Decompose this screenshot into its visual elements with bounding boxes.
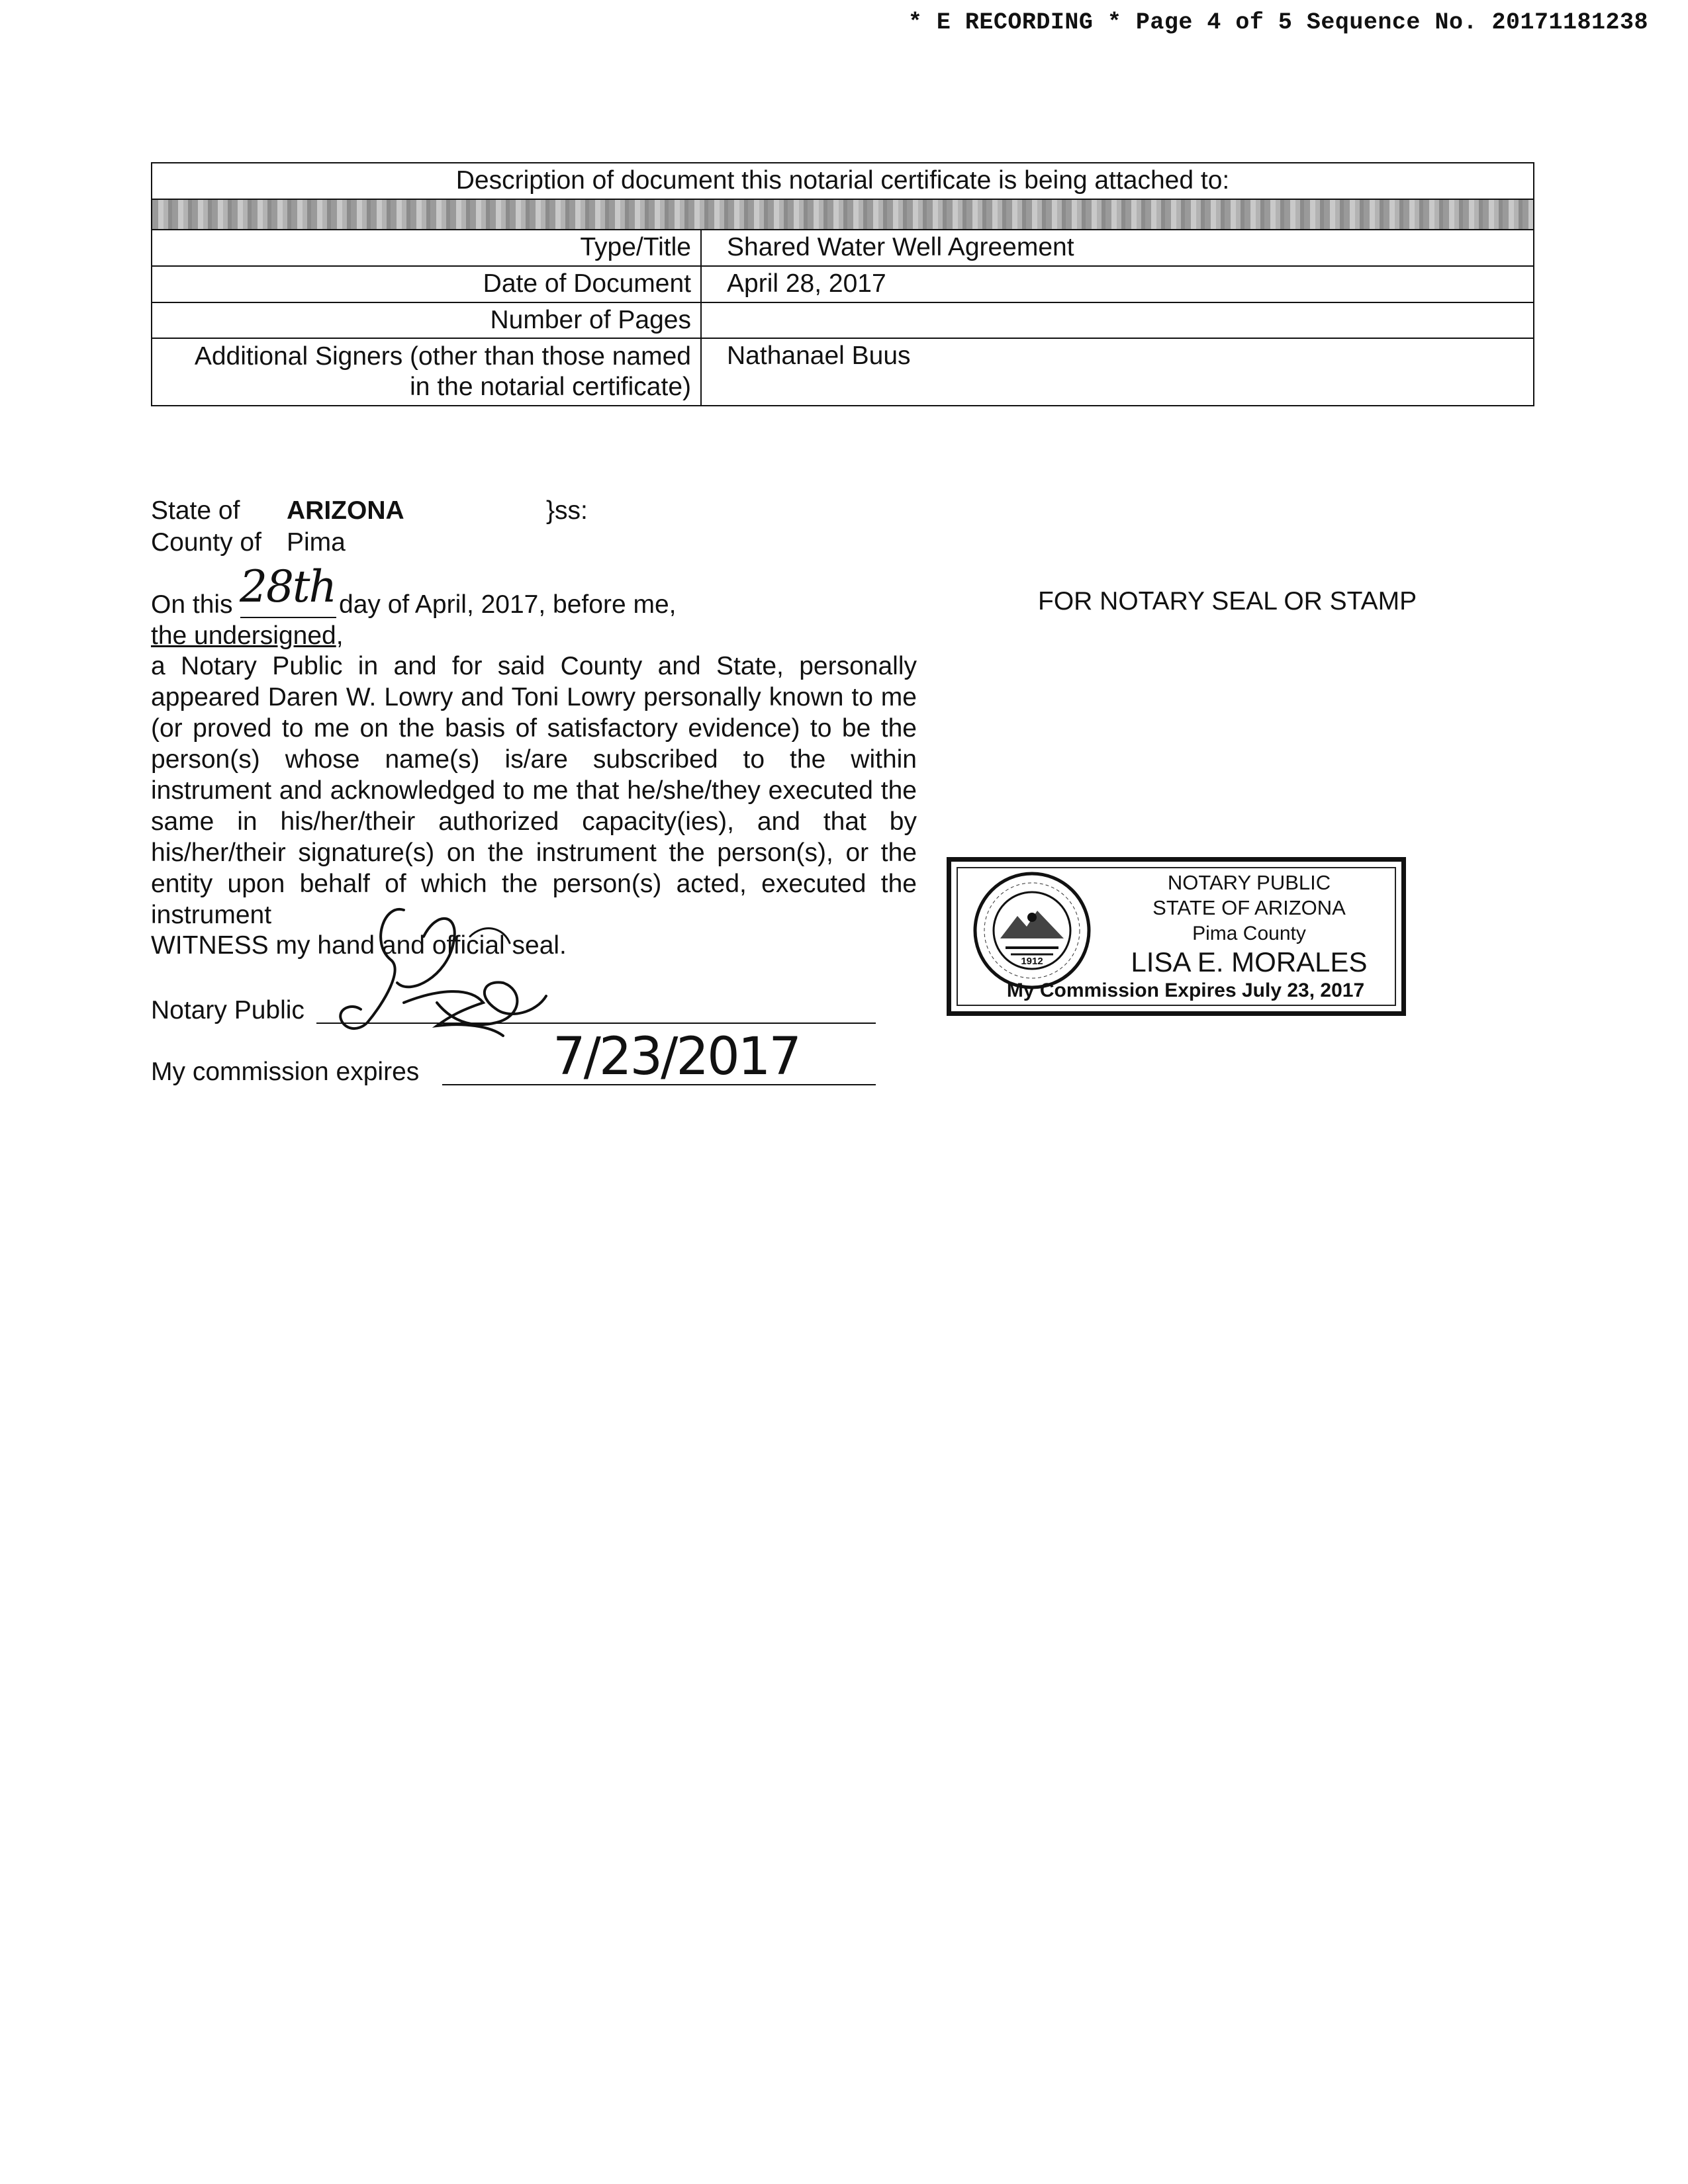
handwritten-commission-date: 7/23/2017 [553, 1027, 800, 1087]
shaded-band [152, 199, 1534, 230]
stamp-line-state: STATE OF ARIZONA [1152, 896, 1346, 919]
certificate-body: a Notary Public in and for said County and State, personally appeared Daren W. Lowry and Toni Lowry personally known to me (or proved to me on the basis of satisfactory evidence) to be the person(s) whose name(s) is/are subscribed to the within instrument and acknowledged to me that he/she/they executed the same in his/her/their authorized capacity(ies), and that by his/her/their signature(s) on the instrument the person(s), or the entity upon behalf of which the person(s) acted, executed the instrument [151, 652, 917, 929]
county-label: County of [151, 528, 261, 557]
stamp-line-expires: My Commission Expires July 23, 2017 [1006, 979, 1365, 1001]
stamp-line-notary-public: NOTARY PUBLIC [1167, 871, 1331, 894]
on-this-label: On this [151, 590, 233, 619]
table-row [152, 266, 1534, 302]
table-row [152, 302, 1534, 339]
handwritten-day: 28th [240, 561, 336, 612]
table-title: Description of document this notarial certificate is being attached to: [152, 163, 1534, 199]
row-value-pages [701, 302, 1534, 339]
county-value: Pima [287, 528, 346, 557]
document-description-table [151, 162, 1534, 406]
row-value-type-title: Shared Water Well Agreement [701, 230, 1534, 266]
state-value: ARIZONA [287, 496, 404, 525]
row-label-date: Date of Document [152, 266, 701, 302]
notary-signature [305, 897, 556, 1049]
seal-year: 1912 [1021, 956, 1043, 967]
stamp-line-name: LISA E. MORALES [1131, 946, 1368, 978]
table-row [152, 230, 1534, 266]
row-value-additional-signers: Nathanael Buus [701, 338, 1534, 406]
row-label-type-title: Type/Title [152, 230, 701, 266]
signature-scribble [305, 897, 556, 1049]
stamp-line-county: Pima County [1192, 923, 1306, 944]
seal-caption: FOR NOTARY SEAL OR STAMP [1038, 587, 1417, 615]
state-label: State of [151, 496, 240, 525]
notary-public-label: Notary Public [151, 996, 305, 1024]
row-value-date: April 28, 2017 [701, 266, 1534, 302]
notary-stamp [947, 857, 1406, 1016]
undersigned-text: the undersigned [151, 621, 336, 650]
ss-mark: }ss: [546, 496, 588, 525]
day-blank-line [240, 617, 336, 618]
additional-signers-line1: Additional Signers (other than those named [194, 342, 691, 371]
commission-label: My commission expires [151, 1058, 420, 1086]
additional-signers-line2: in the notarial certificate) [410, 373, 691, 402]
great-seal-of-arizona-icon [971, 870, 1093, 991]
undersigned-line [151, 620, 344, 651]
row-label-pages: Number of Pages [152, 302, 701, 339]
day-of-text: day of April, 2017, before me, [339, 590, 677, 619]
recording-header: * E RECORDING * Page 4 of 5 Sequence No. 20171181238 [908, 9, 1648, 36]
witness-text: WITNESS my hand and official seal. [151, 931, 567, 960]
table-row [152, 338, 1534, 406]
undersigned-comma: , [336, 621, 344, 650]
row-label-additional-signers [152, 338, 701, 406]
